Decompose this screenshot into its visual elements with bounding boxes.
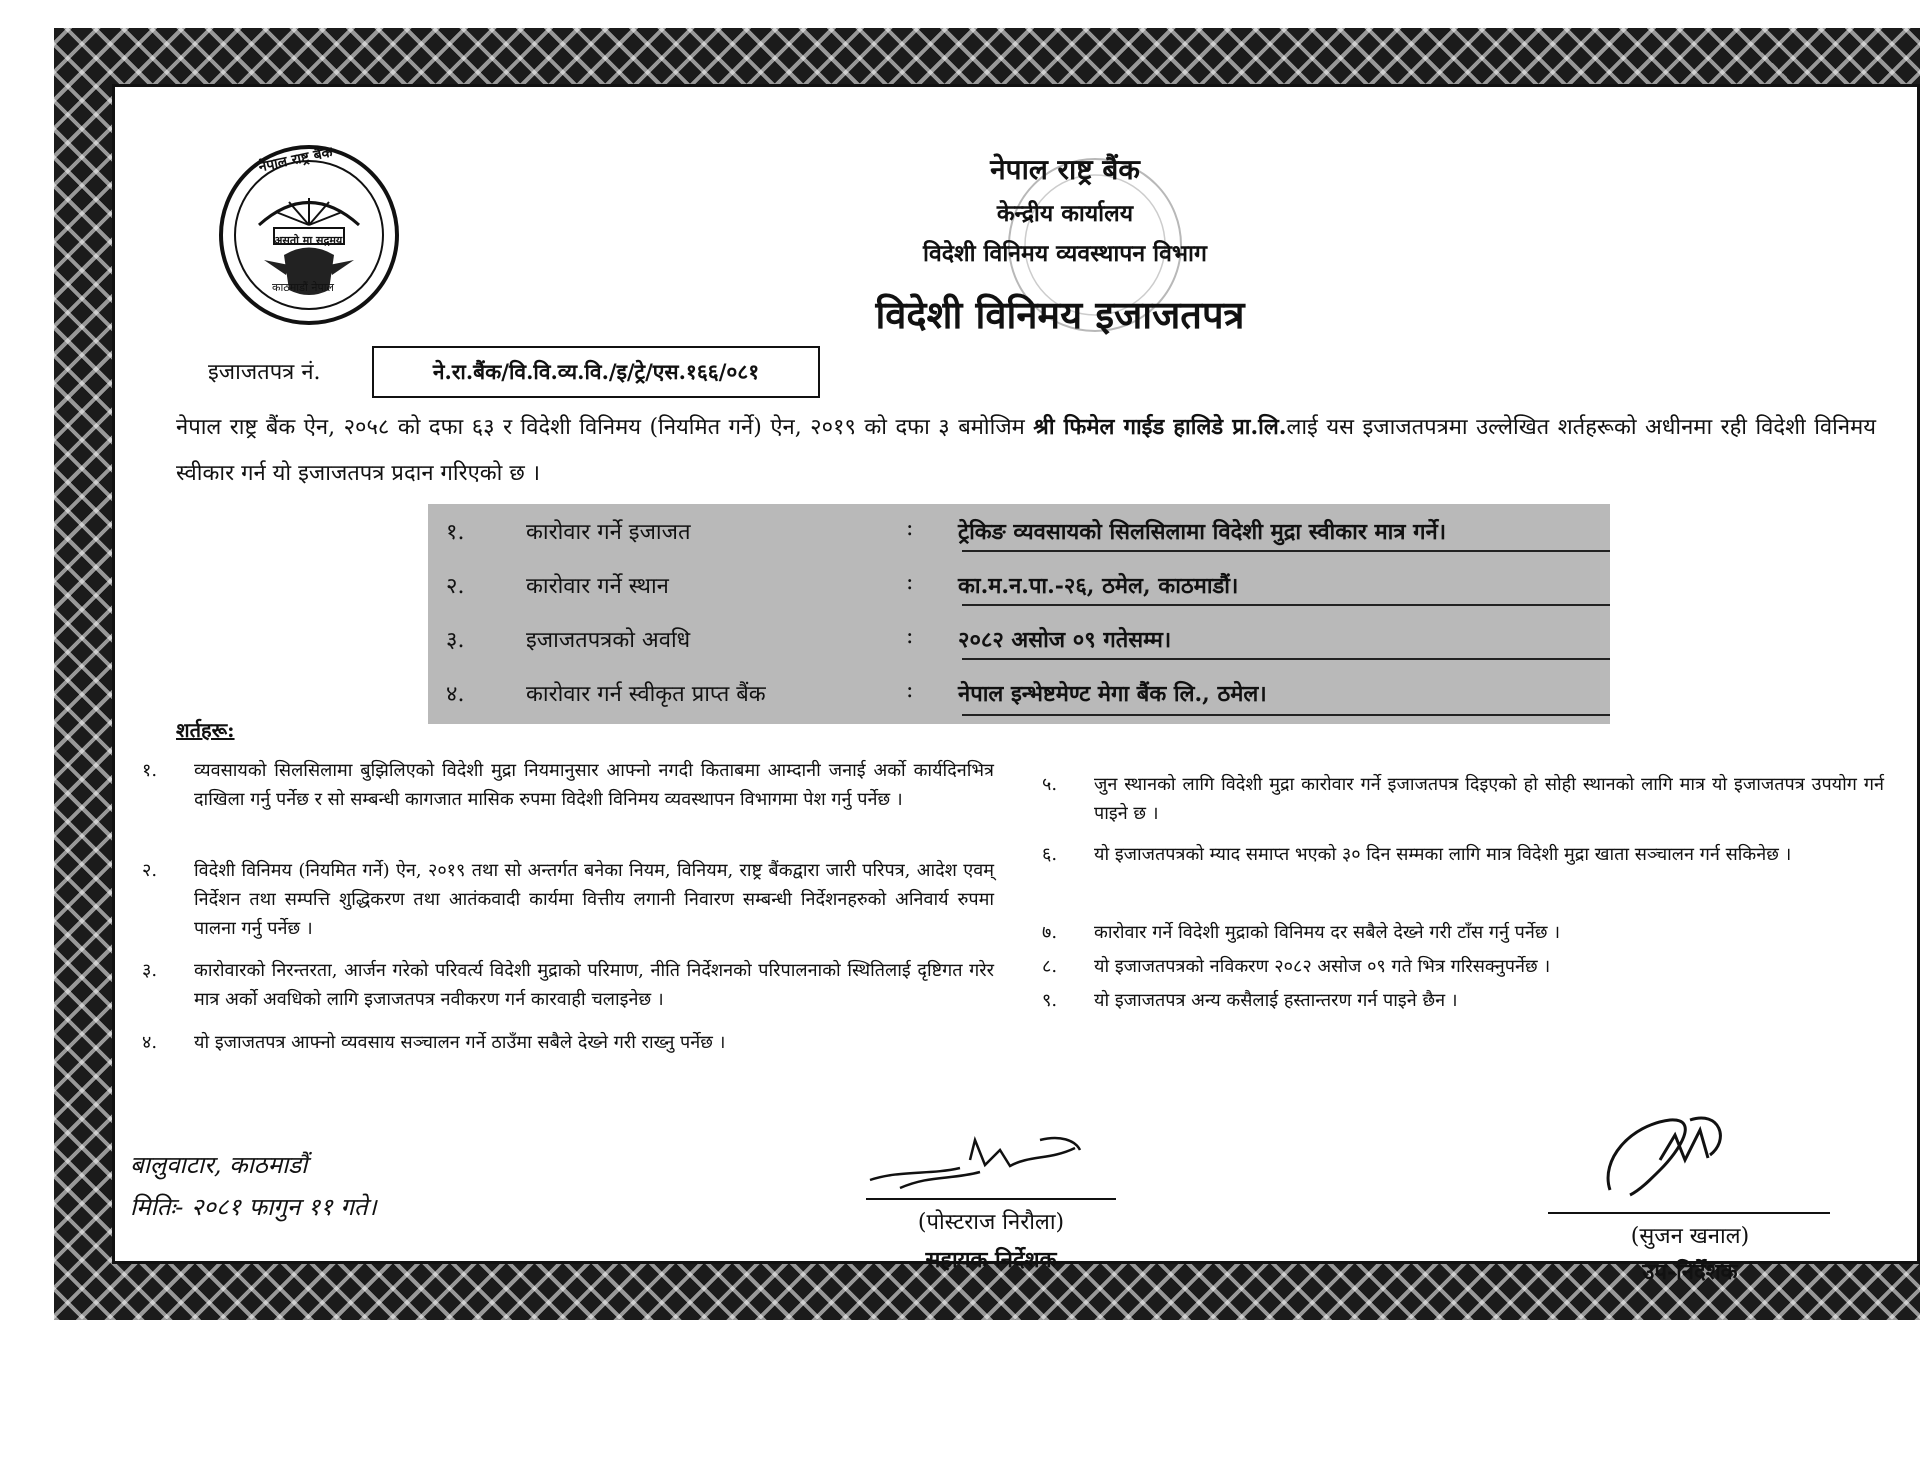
issue-date: मितिः- २०८१ फागुन ११ गते। — [130, 1193, 377, 1221]
condition-number: ८. — [1042, 956, 1058, 977]
certificate-title: विदेशी विनिमय इजाजतपत्र — [875, 292, 1245, 337]
grant-row-label: कारोवार गर्न स्वीकृत प्राप्त बैंक — [526, 682, 766, 707]
intro-text-after: लाई यस इजाजतपत्रमा उल्लेखित शर्तहरूको अधीनमा रही विदेशी विनिमय स्वीकार गर्न यो इजाजतपत्र प्रदान गरिएको छ । — [176, 415, 1876, 486]
bank-name: नेपाल राष्ट्र बैंक — [990, 153, 1140, 186]
condition-text: यो इजाजतपत्र आफ्नो व्यवसाय सञ्चालन गर्ने ठाउँमा सबैले देख्ने गरी राख्नु पर्नेछ । — [194, 1032, 726, 1053]
grant-row-colon: : — [906, 678, 914, 703]
condition-item — [142, 1028, 1002, 1060]
grant-row-underline — [962, 604, 1610, 606]
condition-number: ४. — [142, 1032, 158, 1053]
department-name: विदेशी विनिमय व्यवस्थापन विभाग — [923, 240, 1207, 267]
condition-item — [1042, 952, 1892, 982]
grant-row — [428, 558, 1610, 610]
grant-row-value: ट्रेकिङ व्यवसायको सिलसिलामा विदेशी मुद्रा स्वीकार मात्र गर्ने। — [958, 519, 1447, 545]
grant-row-underline — [962, 658, 1610, 660]
condition-item — [1042, 918, 1892, 948]
grant-row — [428, 612, 1610, 664]
condition-number: ५. — [1042, 774, 1058, 795]
permit-number: ने.रा.बैंक/वि.वि.व्य.वि./इ/ट्रे/एस.१६६/०८१ — [372, 346, 820, 398]
issue-place: बालुवाटार, काठमाडौं — [130, 1151, 308, 1179]
condition-item — [1042, 840, 1892, 900]
signature-line-1 — [866, 1198, 1116, 1200]
grant-row-number: १. — [446, 520, 465, 545]
condition-text: यो इजाजतपत्र अन्य कसैलाई हस्तान्तरण गर्न पाइने छैन । — [1094, 990, 1458, 1011]
grant-row-label: इजाजतपत्रको अवधि — [526, 628, 691, 653]
condition-text: विदेशी विनिमय (नियमित गर्ने) ऐन, २०१९ तथा सो अन्तर्गत बनेका नियम, विनियम, राष्ट्र बैंकद्वारा जारी परिपत्र, आदेश एवम् निर्देशन तथा सम्पत्ति शुद्धिकरण तथा आतंकवादी कार्यमा वित्तीय लगानी निवारण सम्बन्धी निर्देशनहरुको अनिवार्य रुपमा पालना गर्नु पर्नेछ । — [194, 860, 994, 939]
condition-number: ३. — [142, 960, 158, 981]
condition-item — [1042, 770, 1892, 830]
grant-row-underline — [962, 550, 1610, 552]
condition-number: ९. — [1042, 990, 1058, 1011]
condition-number: १. — [142, 760, 158, 781]
seal-motto: असतो मा सद्गमय — [274, 234, 343, 247]
grant-details-table — [428, 504, 1610, 724]
condition-item — [1042, 986, 1892, 1016]
grant-row-number: ३. — [446, 628, 465, 653]
signature-mark-1 — [860, 1130, 1100, 1200]
grant-row-value: का.म.न.पा.-२६, ठमेल, काठमाडौं। — [958, 573, 1239, 599]
signatory-name-1: (पोस्टराज निरौला) — [917, 1210, 1065, 1235]
grant-row-value: नेपाल इन्भेष्टमेण्ट मेगा बैंक लि., ठमेल। — [958, 681, 1267, 707]
grant-row — [428, 666, 1610, 718]
condition-item — [142, 956, 1002, 1026]
signatory-title-2: उप-निर्देशक — [1642, 1259, 1738, 1285]
office-name: केन्द्रीय कार्यालय — [996, 200, 1134, 227]
grant-row-number: ४. — [446, 682, 465, 707]
company-name: श्री फिमेल गाईड हालिडे प्रा.लि. — [1033, 414, 1287, 440]
grant-row — [428, 504, 1610, 556]
grant-row-colon: : — [906, 624, 914, 649]
signatory-title-1: सहायक निर्देशक — [925, 1247, 1057, 1273]
grant-row-colon: : — [906, 516, 914, 541]
seal-top-text: नेपाल राष्ट्र बैंक — [257, 144, 334, 176]
signature-mark-2 — [1590, 1100, 1750, 1210]
grant-row-label: कारोवार गर्ने स्थान — [526, 574, 669, 599]
signature-line-2 — [1548, 1212, 1830, 1214]
condition-number: २. — [142, 860, 158, 881]
condition-text: व्यवसायको सिलसिलामा बुझिलिएको विदेशी मुद्रा नियमानुसार आफ्नो नगदी किताबमा आम्दानी जनाई अर्को कार्यदिनभित्र दाखिला गर्नु पर्नेछ र सो सम्बन्धी कागजात मासिक रुपमा विदेशी विनिमय व्यवस्थापन विभागमा पेश गर्नु पर्नेछ । — [194, 760, 994, 810]
grant-row-colon: : — [906, 570, 914, 595]
condition-number: ७. — [1042, 922, 1058, 943]
condition-item — [142, 756, 1002, 846]
condition-text: जुन स्थानको लागि विदेशी मुद्रा कारोवार गर्ने इजाजतपत्र दिइएको हो सोही स्थानको लागि मात्र यो इजाजतपत्र उपयोग गर्न पाइने छ । — [1094, 774, 1884, 824]
seal-bottom-text: काठमाडौं नेपाल — [272, 281, 335, 294]
condition-text: यो इजाजतपत्रको नविकरण २०८२ असोज ०९ गते भित्र गरिसक्नुपर्नेछ । — [1094, 956, 1551, 977]
grant-row-number: २. — [446, 574, 465, 599]
conditions-heading: शर्तहरू: — [176, 718, 235, 742]
condition-number: ६. — [1042, 844, 1058, 865]
condition-text: यो इजाजतपत्रको म्याद समाप्त भएको ३० दिन सम्मका लागि मात्र विदेशी मुद्रा खाता सञ्चालन गर्न सकिनेछ । — [1094, 844, 1792, 865]
condition-text: कारोवारको निरन्तरता, आर्जन गरेको परिवर्त्य विदेशी मुद्राको परिमाण, नीति निर्देशनको परिपालनाको स्थितिलाई दृष्टिगत गरेर मात्र अर्को अवधिको लागि इजाजतपत्र नवीकरण गर्न कारवाही चलाइनेछ । — [194, 960, 994, 1010]
grant-row-value: २०८२ असोज ०९ गतेसम्म। — [958, 627, 1172, 653]
signatory-name-2: (सुजन खनाल) — [1630, 1224, 1750, 1249]
intro-text-before: नेपाल राष्ट्र बैंक ऐन, २०५८ को दफा ६३ र विदेशी विनिमय (नियमित गर्ने) ऐन, २०१९ को दफा ३ बमोजिम — [176, 415, 1034, 440]
intro-paragraph — [176, 404, 1876, 497]
grant-row-label: कारोवार गर्ने इजाजत — [526, 520, 691, 545]
permit-number-label: इजाजतपत्र नं. — [208, 360, 321, 385]
grant-row-underline — [962, 714, 1610, 716]
condition-text: कारोवार गर्ने विदेशी मुद्राको विनिमय दर सबैले देख्ने गरी टाँस गर्नु पर्नेछ । — [1094, 922, 1561, 943]
